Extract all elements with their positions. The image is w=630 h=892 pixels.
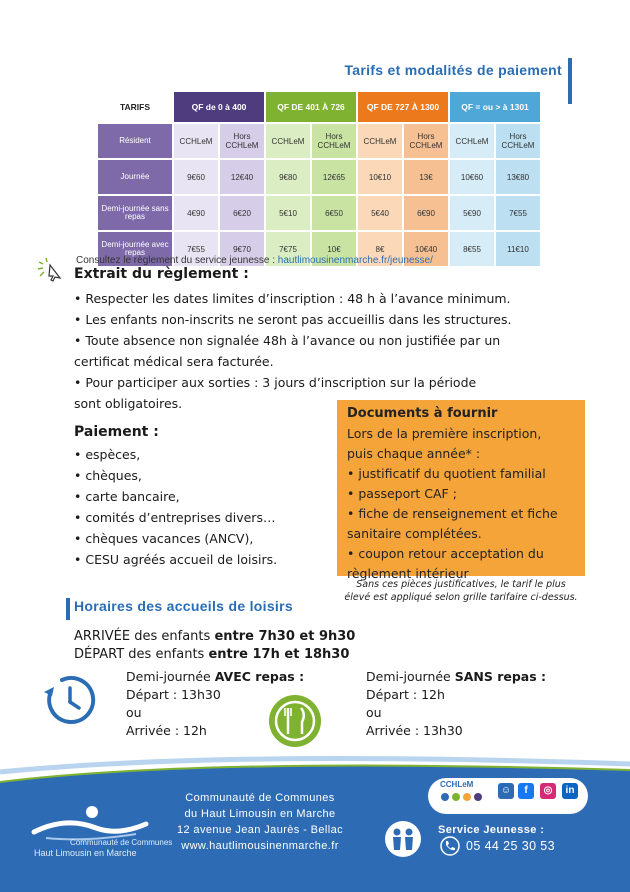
row-label: Demi-journée sans repas [98, 196, 172, 230]
arrivee-label: ARRIVÉE des enfants [74, 629, 215, 644]
price-cell: 6€50 [312, 196, 356, 230]
clock-icon [40, 672, 96, 728]
list-item: • CESU agréés accueil de loisirs. [74, 552, 278, 567]
mascot-icon[interactable]: ☺ [498, 783, 514, 799]
footer-address: 12 avenue Jean Jaurès - Bellac [176, 824, 344, 836]
row-label: Demi-journée avec repas [98, 232, 172, 266]
price-cell: 6€20 [220, 196, 264, 230]
qf-header-2: QF DE 401 À 726 [266, 92, 356, 122]
footer-org-line: Communauté de Communes [185, 792, 335, 804]
documents-note [337, 578, 585, 604]
click-pointer-icon [36, 256, 66, 282]
price-cell: 12€40 [220, 160, 264, 194]
list-item: sont obligatoires. [74, 396, 183, 411]
price-cell: 12€65 [312, 160, 356, 194]
resident-col: CCHLeM [266, 124, 310, 158]
sans-repas-schedule [366, 668, 546, 740]
paiement-title: Paiement : [74, 424, 159, 440]
avec-arrivee: Arrivée : 12h [126, 723, 207, 738]
arrivee-hours: entre 7h30 et 9h30 [214, 629, 356, 644]
consult-line [76, 255, 433, 266]
price-cell: 10€40 [404, 232, 448, 266]
price-cell: 10€60 [450, 160, 494, 194]
table-row [98, 160, 540, 194]
avec-ou: ou [126, 705, 142, 720]
page-title: Tarifs et modalités de paiement [344, 62, 562, 78]
resident-col: CCHLeM [358, 124, 402, 158]
resident-col: Hors CCHLeM [404, 124, 448, 158]
list-item: • carte bancaire, [74, 489, 180, 504]
sans-arrivee: Arrivée : 13h30 [366, 723, 463, 738]
price-cell: 10€ [312, 232, 356, 266]
list-item: • Respecter les dates limites d’inscription : 48 h à l’avance minimum. [74, 291, 511, 306]
price-cell: 7€75 [266, 232, 310, 266]
horaires-accent-bar [66, 598, 70, 620]
service-title: Service Jeunesse : [438, 824, 545, 836]
service-phone[interactable]: 05 44 25 30 53 [466, 839, 556, 853]
sans-depart: Départ : 12h [366, 687, 445, 702]
sans-prefix: Demi-journée [366, 669, 455, 684]
sans-repas-title [366, 668, 546, 686]
list-item: • Pour participer aux sorties : 3 jours d’inscription sur la période [74, 375, 477, 390]
cchlem-label: CCHLeM [440, 780, 474, 789]
table-row [98, 196, 540, 230]
price-cell: 13€ [404, 160, 448, 194]
tarifs-label: TARIFS [98, 92, 172, 122]
documents-line: Lors de la première inscription, [347, 426, 542, 441]
qf-header-3: QF DE 727 À 1300 [358, 92, 448, 122]
price-cell: 10€10 [358, 160, 402, 194]
price-cell: 11€10 [496, 232, 540, 266]
list-item: • espèces, [74, 447, 141, 462]
documents-line: • justificatif du quotient familial [347, 466, 546, 481]
footer-org [150, 790, 370, 854]
list-item: • Toute absence non signalée 48h à l’avance ou non justifiée par un [74, 333, 501, 348]
resident-col: CCHLeM [174, 124, 218, 158]
documents-note-line: élevé est appliqué selon grille tarifaire ci-dessus. [344, 592, 578, 603]
list-item: • chèques, [74, 468, 142, 483]
price-cell: 7€55 [174, 232, 218, 266]
horaires-title: Horaires des accueils de loisirs [74, 598, 293, 614]
price-cell: 5€90 [450, 196, 494, 230]
price-cell: 9€70 [220, 232, 264, 266]
sans-bold: SANS repas : [454, 669, 547, 684]
qf-header-4: QF = ou > à 1301 [450, 92, 540, 122]
sans-ou: ou [366, 705, 382, 720]
avec-repas-title [126, 668, 304, 686]
list-item: certificat médical sera facturée. [74, 354, 274, 369]
price-cell: 8€ [358, 232, 402, 266]
row-label-resident: Résident [98, 124, 172, 158]
facebook-icon[interactable]: f [518, 783, 534, 799]
reglement-link[interactable]: hautlimousinenmarche.fr/jeunesse/ [277, 255, 433, 266]
price-cell: 9€80 [266, 160, 310, 194]
price-cell: 8€55 [450, 232, 494, 266]
avec-bold: AVEC repas : [214, 669, 305, 684]
logo-caption: Communauté de Communes [70, 838, 173, 847]
list-item: • comités d’entreprises divers… [74, 510, 276, 525]
footer-org-line: du Haut Limousin en Marche [184, 808, 336, 820]
resident-col: Hors CCHLeM [496, 124, 540, 158]
arrivee-line [74, 628, 355, 646]
price-cell: 5€40 [358, 196, 402, 230]
avec-depart: Départ : 13h30 [126, 687, 221, 702]
resident-col: CCHLeM [450, 124, 494, 158]
list-item: • Les enfants non-inscrits ne seront pas accueillis dans les structures. [74, 312, 512, 327]
tarif-table [96, 90, 542, 268]
documents-line: puis chaque année* : [347, 446, 481, 461]
resident-col: Hors CCHLeM [220, 124, 264, 158]
documents-line: règlement intérieur [347, 566, 469, 581]
price-cell: 13€80 [496, 160, 540, 194]
children-icon [384, 820, 422, 858]
paiement-list [74, 444, 277, 570]
title-accent-bar [568, 58, 572, 104]
list-item: • chèques vacances (ANCV), [74, 531, 254, 546]
meal-icon [268, 694, 322, 748]
reglement-title: Extrait du règlement : [74, 266, 249, 282]
logo-caption: Haut Limousin en Marche [34, 848, 137, 858]
depart-label: DÉPART des enfants [74, 647, 209, 662]
footer-website[interactable]: www.hautlimousinenmarche.fr [181, 840, 339, 852]
depart-line [74, 646, 349, 664]
price-cell: 7€55 [496, 196, 540, 230]
consult-text: Consultez le règlement du service jeunesse : [76, 255, 275, 266]
reglement-list [74, 288, 511, 414]
documents-box [337, 400, 585, 581]
documents-line: • coupon retour acceptation du [347, 546, 544, 561]
phone-icon [440, 836, 460, 856]
documents-line: sanitaire complétées. [347, 526, 482, 541]
price-cell: 6€90 [404, 196, 448, 230]
price-cell: 5€10 [266, 196, 310, 230]
documents-title: Documents à fournir [347, 406, 498, 421]
resident-col: Hors CCHLeM [312, 124, 356, 158]
price-cell: 9€60 [174, 160, 218, 194]
price-cell: 4€90 [174, 196, 218, 230]
documents-line: • passeport CAF ; [347, 486, 457, 501]
instagram-icon[interactable]: ◎ [540, 783, 556, 799]
depart-hours: entre 17h et 18h30 [208, 647, 350, 662]
linkedin-icon[interactable]: in [562, 783, 578, 799]
qf-header-1: QF de 0 à 400 [174, 92, 264, 122]
row-label: Journée [98, 160, 172, 194]
documents-line: • fiche de renseignement et fiche [347, 506, 558, 521]
avec-prefix: Demi-journée [126, 669, 215, 684]
cchlem-dots-icon [440, 792, 486, 802]
documents-note-line: Sans ces pièces justificatives, le tarif le plus [356, 579, 566, 590]
